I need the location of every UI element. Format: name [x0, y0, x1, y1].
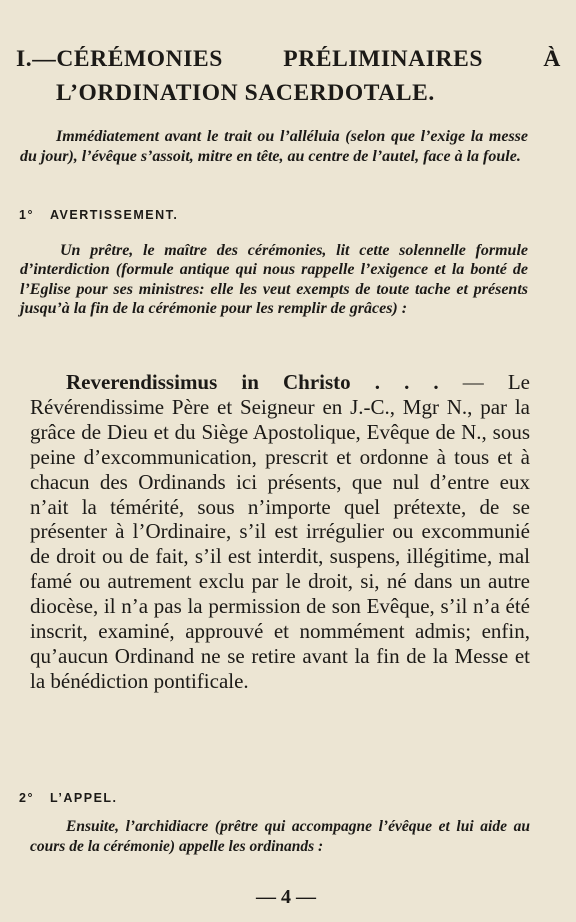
section-number: 1° [19, 208, 34, 222]
chapter-title-line-2: L’ORDINATION SACERDOTALE. [56, 80, 435, 106]
exhortation-rubric: Un prêtre, le maître des cérémonies, lit cette solennelle formule d’interdiction (formule antique qui nous rappelle l’exigence et la bonté de l’Eglise pour ses ministres: elle les veut exempts de toute tache et présents jusqu’à la fin de la cérémonie pour les remplir de grâces) : [20, 242, 528, 317]
intro-rubric: Immédiatement avant le trait ou l’alléluia (selon que l’exige la messe du jour), l’évêque s’assoit, mitre en tête, au centre de l’autel, face à la foule. [20, 128, 528, 165]
section-title: L’APPEL. [49, 791, 118, 805]
section-number: 2° [19, 791, 34, 805]
latin-incipit: Reverendissimus in Christo . . . [66, 370, 439, 394]
chapter-title-line-1: I.—CÉRÉMONIES PRÉLIMINAIRES À [16, 46, 561, 72]
chapter-title [16, 42, 561, 110]
section-title: AVERTISSEMENT. [49, 208, 179, 222]
appel-rubric: Ensuite, l’archidiacre (prêtre qui accompagne l’évêque et lui aide au cours de la cérémonie) appelle les ordinands : [30, 818, 530, 855]
interdiction-formula [30, 370, 530, 694]
page-number: — 4 — [256, 886, 316, 908]
section-heading-avertissement [19, 208, 178, 222]
section-heading-appel [19, 791, 118, 805]
formula-text: — Le Révérendissime Père et Seigneur en J.-C., Mgr N., par la grâce de Dieu et du Siège Apostolique, Evêque de N., sous peine d’excommunication, prescrit et ordonne à tous et à chacun des Ordinands ici présents, que nul d’entre eux n’ait la témérité, sous n’importe quel prétexte, de se présenter à l’Ordinaire, s’il est irrégulier ou excommunié de droit ou de fait, s’il est interdit, suspens, illégitime, mal famé ou autrement exclu par le droit, si, né dans un autre diocèse, il n’a pas la permission de son Evêque, s’il n’a été inscrit, examiné, approuvé et nommément admis; enfin, qu’aucun Ordinand ne se retire avant la fin de la Messe et la bénédiction pontificale. [30, 370, 530, 693]
